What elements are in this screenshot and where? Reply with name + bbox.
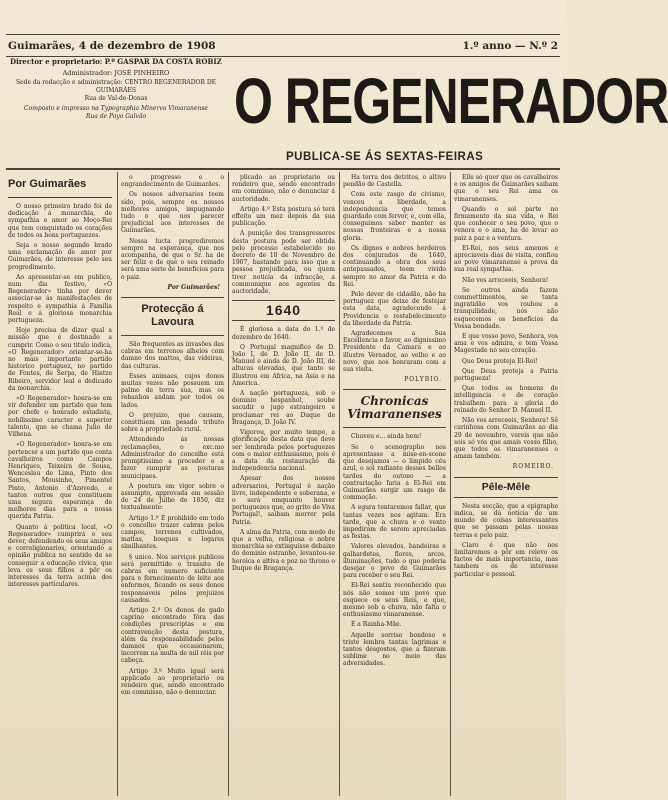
article-signature: POLYBIO.: [404, 376, 442, 384]
article-heading-1640: 1640: [265, 302, 302, 319]
paragraph: Se outros ainda fazem commettimentos, se tanta ingratidão vos roubou a tranquilidade, nós não esquecemos os beneficios da Vossa bondade.: [454, 286, 558, 330]
paragraph: Pelo dever de cidadão, não ha portuguez que deixe de festejar esta data, agradecendo á Providencia o restabelecimento da liberdade da Patria.: [343, 291, 446, 327]
article-heading-protecao-lavoura: Protecção á Lavoura: [141, 303, 204, 329]
paragraph: Artigo 2.º Os donos de gado caprino encontrado fóra das condições prescriptas e em contravenção desta postura, além da responsabilidade pelos damnos que occasionarem, incorrem na multa de mil réis por cabeça.: [121, 606, 224, 665]
paragraph: Elle só quer que os cavalheiros e os amigos de Guimarães saibam que o seu Rei ama os vimaranenses.: [454, 174, 558, 203]
paragraph: A postura em vigor sobre o assumpto, approvada em sessão de 24 de Julho de 1850, diz textualmente:: [121, 482, 224, 512]
paragraph: § unico. Nos serviços publicos será permittido o transito de cabras em numero suficiente para o fornecimento de leite aos enfermos, ficando os seus donos responsaveis pelos prejuizos causados.: [121, 553, 224, 604]
paragraph: O Portugal magnifico de D. João I, de D. João II, de D. Manuel e ainda de D. João III, de alturas elevadas, que tanto se illustrou em Africa, na Asia e na America.: [232, 343, 335, 387]
director-line: Director e proprietario: P.º GASPAR DA COSTA ROBIZ: [10, 57, 222, 66]
paragraph: Se o scenographo nos apresentasse a mise-en-scene que desejamos — o limpido céu azul, o sol radiante desses bellos tardes do outono — a contrariação faria a El-Rei em Guimarães surgir um rasgo de commoção.: [343, 443, 446, 502]
dateline: [8, 40, 558, 54]
paragraph: Artigo 1.º É prohibido em todo o concelho trazer cabras pelos campos, terrenos cultivados, mattas, bosques e logares similhantes.: [121, 514, 224, 551]
paragraph: Chuveu e... ainda bem!: [351, 433, 422, 441]
article-heading-por-guimaraes: Por Guimarães: [8, 178, 87, 190]
paragraph: Seja o nosso segundo brado uma exclamação de amor por Guimarães, de interesse pelo seu progredimento.: [8, 242, 112, 271]
column-rule: [228, 172, 229, 796]
address-line: Rua de Val-de-Donas: [84, 95, 148, 102]
paragraph: «O Regenerador» honra-se em pertencer a um partido que conta cavalheiros como Campos Henriques, Teixeira de Sousa, Wenceslau de Lima, Pinto dos Santos, Mousinho, Pimentel Pinto, Antonio d'Azevedo, e tantos outros que constituem uma segura esperança de melhores dias para a nossa querida Patria.: [8, 441, 112, 521]
paragraph: Que Deus proteja a Patria portugueza!: [454, 367, 558, 383]
administrator-line: Administrador: JOSÉ PINHEIRO: [62, 69, 170, 77]
paragraph: plicado ao proprietario ou rendeiro que, sendo encontrado em commisso, não o denunciar á auctoridade.: [232, 174, 335, 203]
paragraph: Artigo 4.º Esta postura só terá effeito um mez depois da sua publicação.: [232, 205, 335, 228]
article-heading-chronicas: Chronicas Vimaranenses: [347, 394, 442, 422]
issue-number: 1.º anno — N.º 2: [462, 40, 558, 52]
paragraph: Attendendo ás nossas reclamações, o exc.mo Administrador do concelho está promptissimo a proceder e a fazer cumprir as posturas municipaes.: [121, 436, 224, 480]
paragraph: Ao apresentar-se em publico, num dia festivo, «O Regenerador» tinha por dever associar-se ás manifestações de respeito e sympathia á Familia Real e á gloriosa monarchia portugueza.: [8, 273, 112, 325]
printing-line: Composto e impresso na Typographia Minerva Vimaranense: [24, 105, 208, 112]
paragraph: O prejuizo, que causam, constituem um pesado tributo sobre a propriedade rural.: [121, 411, 224, 434]
paragraph: A punição dos transgressores desta postura pode ser obtida pelo processo estabelecido no decreto de 18 de Novembro de 1907, bastando para isso que a pessoa prejudicada, ou quem tiver noticia da infracção, a communique aos agentes da auctoridade.: [232, 230, 335, 296]
office-line: Sede da redacção e administração: CENTRO REGENERADOR DE GUIMARÃES: [15, 79, 217, 94]
paragraph: Nesta secção, que a epigraphe indica, se dá noticia de um mundo de coisas interessantes que se passam pelas nossas terras e pelo paiz.: [454, 502, 558, 539]
paragraph: Claro é que não nos limitaremos a pôr em relevo os factos de mais importancia, mas tambem os de interesse particular e pessoal.: [454, 541, 558, 578]
column-rule: [117, 172, 118, 796]
masthead-meta: [10, 58, 222, 121]
paragraph: Quanto á politica local, «O Regenerador» cumprirá o seu dever, defendendo os seus amigos e correligionarios, orientando a opinião publica no sentido de se conseguir a educação civica, que leva os seus filhos a pôr os interesses da terra acima dos interesses particulares.: [8, 523, 112, 589]
paragraph: Os nossos adversarios teem sido, pois, sempre os nossos melhores amigos, impugnando tudo o que nos parecer prejudicial aos interesses de Guimarães.: [121, 191, 224, 235]
paragraph: Agradecemos a Sua Excellencia o favor, ao dignissimo Presidente da Camara e ao illustre Vereador, ao velho e ao novo, que nos honraram com a sua visita.: [343, 330, 446, 374]
article-signature: ROMEIRO.: [512, 463, 554, 471]
printing-address-line: Rua de Payo Galvão: [85, 113, 147, 120]
paragraph: A alma da Patria, com medo de que a velha, religiosa e nobre monarchia se extinguisse debaixo do dominio estranho, levantou-se heroica e altiva e poz no throno o Duque de Bragança.: [232, 528, 335, 572]
paragraph: o progresso e o engrandecimento de Guimarães.: [121, 174, 224, 189]
paragraph: Com este rasgo de civismo, venceu a liberdade, a independencia que temos guardado com fervor, e, com ella, conseguimos saber manter as nossas fronteiras e a nossa gloria.: [343, 191, 446, 242]
paragraph: Aquelle sorriso bondoso e triste lembra tantas lagrimas e tantos desgostos, que a fizeram sublime no meio das adversidades.: [343, 631, 446, 668]
top-rule: [6, 34, 560, 35]
paragraph: São frequentes as invasões das cabras em terrenos alheios com damno dos mattos, das videiras, das culturas.: [121, 341, 224, 370]
paragraph: É a Rainha-Mãe.: [351, 621, 402, 629]
paragraph: E que vosso povo, Senhora, vos ama e vos admira, e tem Vossa Magestade no seu coração.: [454, 333, 558, 355]
paragraph: El-Rei sentiu reconhecido que nós não somos um povo que esquece os seus Reis, e que, mesmo sob a chuva, não falta o enthusiasmo vimaranense.: [343, 582, 446, 619]
paragraph: Esses animaes, cujos donos muitas vezes não possuem um palmo de terra sua, mas os rebanhos andam por todos os lados.: [121, 372, 224, 409]
column-3: [232, 174, 335, 575]
article-heading-pele-mele: Pêle-Mêle: [481, 480, 531, 493]
newspaper-title: O REGENERADOR: [234, 65, 668, 137]
paragraph: «O Regenerador» honra-se em vir defender um partido que tem por chefe o honrado estadista, nobilissimo caracter e superior talento, que se chama Julio de Vilhena.: [8, 395, 112, 439]
paragraph: Quando o sol parte no firmamento da sua vida, o Rei que conhecer o seu povo, que o venera e o ama, ha de levar ao paiz a paz e a ventura.: [454, 205, 558, 242]
issue-date: Guimarães, 4 de dezembro de 1908: [8, 40, 216, 52]
paragraph: É gloriosa a data do 1.º de dezembro de 1640.: [232, 326, 335, 341]
column-rule: [450, 172, 451, 796]
publication-tagline: PUBLICA-SE ÁS SEXTAS-FEIRAS: [286, 151, 484, 163]
column-4: [343, 174, 446, 671]
paragraph: A egura tentaremos fallar, que tantas vezes nos agitam. Era tarde, que a chuva e o vento impediram de serem apreciadas as festas.: [343, 504, 446, 541]
column-5: [454, 174, 558, 581]
column-rule: [339, 172, 340, 796]
paragraph: Vigorou, por muito tempo, a glorificação desta data que deve ser lembrada pelos portuguezes com o maior enthusiasmo, pois é a data da restauração da independencia nacional.: [232, 429, 335, 473]
paragraph: Que Deus proteja El-Rei!: [462, 357, 538, 365]
paragraph: A nação portugueza, sob o dominio hespanhol, soube sacudir o jugo estrangeiro e proclamar rei ao Duque de Bragança, D. João IV.: [232, 390, 335, 426]
paragraph: Que todos os homens de intelligencia e de coração trabalhem para a gloria do reinado do Senhor D. Manuel II.: [454, 385, 558, 414]
paragraph: Os dignos e nobres herdeiros dos conjurados de 1640, continuando a obra dos seus antepassados, teem vivido sempre no amor da Patria e do Rei.: [343, 244, 446, 288]
column-1: [8, 174, 112, 591]
paragraph: Ha terra dos detritos, o altivo pendão de Castella.: [343, 174, 446, 189]
paragraph: Não vos arreceeis, Senhora! Sê carinhosa com Guimarães ao dia 29 de novembro, vereis que não sois só vós que amais vosso filho, que todos os vimaranenses o amam também.: [454, 417, 558, 461]
column-2: [121, 174, 224, 699]
paragraph: Valores elevados, bandeiras e galhardetes, flores, arcos, illuminações, tudo o que poderia desejar o povo de Guimarães para receber o seu Rei.: [343, 543, 446, 580]
paragraph: El-Rei, nos seus amenos e apreciaveis dias de visita, confiou ao povo vimaranense a prova da sua real sympathia.: [454, 244, 558, 274]
paragraph: Apesar dos nossos adversarios, Portugal é nação livre, independente e soberana, e o será emquanto houver portuguezes que, ao grito de Viva Portugal!, saibam morrer pela Patria.: [232, 475, 335, 526]
paragraph: Nessa lucta progrediremos sempre na esperança, que nos acompanha, de que o Sr. ha de ser feliz e de que o seu reinado será uma serie de beneficios para o paiz.: [121, 237, 224, 281]
paragraph: Artigo 3.º Muito igual será applicado ao proprietario ou rendeiro que, sendo encontrado em commisso, não o denunciar.: [121, 667, 224, 697]
paragraph: Hoje precisa de dizer qual a missão que é destinado a cumprir. Como o seu titulo indica, «O Regenerador» orientar-se-ha no mais importante partido historico portuguez, no partido de Fontes, de Serpa, de Hintze Ribeiro, servidor leal e dedicado da monarchia.: [8, 327, 112, 392]
paragraph: Não vos arreceeis, Senhora!: [462, 276, 549, 284]
paragraph: O nosso primeiro brado foi de dedicação á monarchia, de sympathia e amor ao Moço-Rei que tem conquistado os corações de todos os bons portuguezes.: [8, 203, 112, 239]
article-closing: Por Guimarães!: [167, 283, 220, 291]
masthead-rule: [6, 168, 560, 170]
